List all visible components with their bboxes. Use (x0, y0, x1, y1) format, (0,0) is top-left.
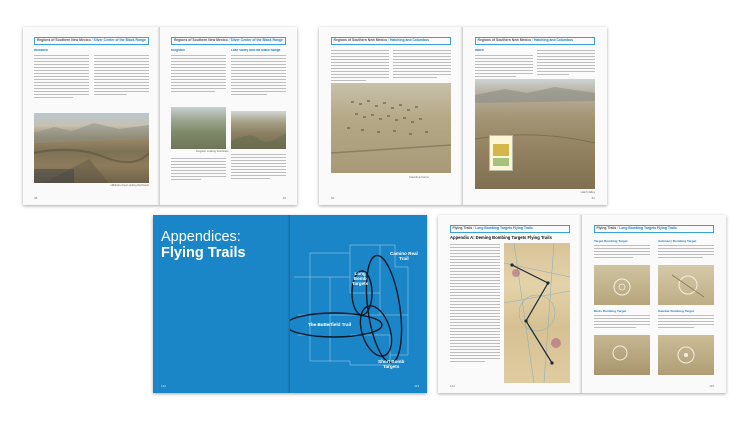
page-49 (160, 27, 297, 205)
running-header: Regions of Southern New Mexico / Hatching and Columbus (331, 37, 452, 45)
photo-caption: Hillsboro Area Looking Northwest (110, 184, 149, 187)
caption-target-3: Birds Bombing Target (594, 309, 627, 313)
text-column-3 (171, 157, 226, 187)
page-number: 112 (161, 383, 166, 388)
sectional-chart-map (504, 243, 570, 383)
aerial-photo-hatch-valley (475, 79, 595, 189)
page-50 (319, 27, 463, 205)
text-column-1 (450, 243, 500, 375)
appendix-heading: Appendix A: Deming Bombing Targets Flying Trails (450, 235, 552, 240)
text-block-1 (594, 244, 650, 264)
subhead-hillsboro: Hillsboro (34, 49, 48, 52)
running-header: Flying Trails / Long Bombing Targets Flying Trails (594, 225, 715, 233)
text-block-4 (658, 314, 714, 334)
page-113 (290, 215, 427, 393)
page-114 (438, 215, 582, 393)
page-115 (582, 215, 726, 393)
caption-target-2: Antimacy Bombing Target (658, 239, 697, 243)
caption-target-4: Gatebar Bombing Target (658, 309, 695, 313)
trails-map (290, 215, 427, 393)
text-block-3 (594, 314, 650, 334)
text-column-2 (231, 49, 286, 109)
photo-target-2 (658, 265, 714, 305)
title-line-1: Appendices: (161, 229, 241, 245)
spread-appendices-opener (153, 215, 427, 393)
page-number: 49 (282, 195, 286, 200)
page-number: 51 (591, 195, 595, 200)
aerial-photo-columbus (331, 83, 451, 173)
page-51 (463, 27, 607, 205)
page-number: 48 (34, 195, 38, 200)
photo-caption: Hatch Valley (580, 191, 595, 194)
photo-target-4 (658, 335, 714, 375)
photo-caption: Columbus Farms (409, 176, 429, 179)
text-column-2 (94, 53, 149, 111)
caption-target-1: Target Bombing Target (594, 239, 628, 243)
text-column-1 (171, 49, 226, 105)
label-long-bomb: Long Bomb Targets (352, 271, 369, 286)
photo-caption: Kingston Looking Southeast (196, 150, 229, 153)
text-column-4 (231, 153, 286, 187)
book-cover-inset (489, 135, 513, 171)
label-short-bomb: Short Bomb Targets (378, 359, 405, 369)
page-number: 114 (450, 383, 455, 388)
page-112 (153, 215, 290, 393)
running-header: Regions of Southern New Mexico / Silver Center of the Black Range (34, 37, 149, 45)
title-line-2: Flying Trails (161, 245, 246, 261)
page-number: 50 (331, 195, 335, 200)
aerial-photo-kingston (171, 107, 226, 149)
spread-hatch-columbus (319, 27, 607, 205)
running-header: Regions of Southern New Mexico / Hatching and Columbus (475, 37, 596, 45)
label-camino-real: Camino Real Trail (390, 251, 418, 261)
photo-target-1 (594, 265, 650, 305)
camino-real-trail-ellipse (361, 253, 408, 364)
subhead-lake-valley: Lake Valley and the Black Range (231, 49, 281, 52)
subhead-kingston: Kingston (171, 49, 185, 52)
spread-long-bombing-targets (438, 215, 726, 393)
appendix-title (161, 229, 246, 261)
text-block-2 (658, 244, 714, 264)
page-48 (23, 27, 160, 205)
subhead-hatch: Hatch (475, 49, 484, 52)
label-butterfield: The Butterfield Trail (308, 322, 352, 327)
text-column-1 (34, 49, 89, 111)
aerial-photo-black-range (231, 111, 286, 149)
photo-target-3 (594, 335, 650, 375)
spread-hillsboro-kingston (23, 27, 297, 205)
running-header: Regions of Southern New Mexico / Silver Center of the Black Range (171, 37, 286, 45)
aerial-photo-hillsboro (34, 113, 149, 183)
page-number: 115 (709, 383, 714, 388)
running-header: Flying Trails / Long Bombing Targets Flying Trails (450, 225, 571, 233)
page-number: 113 (414, 383, 419, 388)
